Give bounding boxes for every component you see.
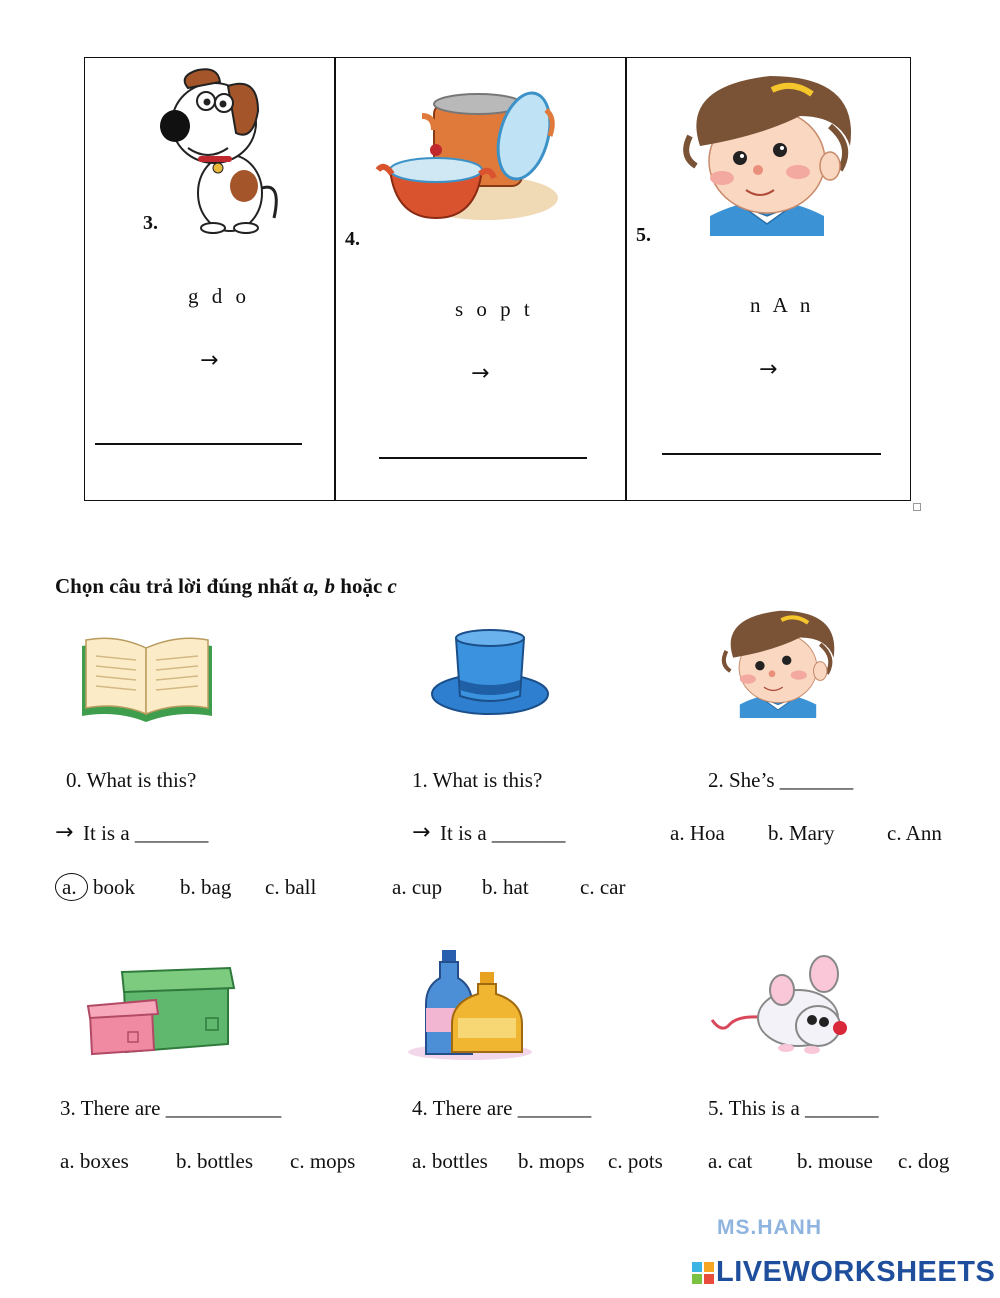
boxes-illustration	[88, 970, 234, 1056]
option-b[interactable]: b. Mary	[768, 821, 835, 845]
option-b[interactable]: b. bottles	[176, 1149, 253, 1173]
item-number: 3.	[143, 212, 158, 234]
option-b[interactable]: b. hat	[482, 875, 529, 899]
option-b[interactable]: b. bag	[180, 875, 232, 899]
item-number: 4.	[345, 228, 360, 250]
option-b[interactable]: b. mouse	[797, 1149, 873, 1173]
pots-illustration	[376, 86, 558, 224]
option-a-text[interactable]: book	[93, 875, 135, 899]
answer-prompt[interactable]: It is a _______	[83, 821, 209, 845]
bottles-illustration	[406, 948, 534, 1060]
heading-text: Chọn câu trả lời đúng nhất	[55, 574, 304, 598]
scrambled-letters: s o p t	[455, 297, 534, 321]
scrambled-letters: n A n	[750, 293, 815, 317]
mouse-illustration	[712, 956, 854, 1058]
option-a[interactable]: a. cup	[392, 875, 443, 899]
question-text: 3. There are ___________	[60, 1096, 282, 1120]
heading-option-c: c	[387, 574, 397, 598]
option-a[interactable]: a. Hoa	[670, 821, 725, 845]
answer-blank[interactable]	[95, 443, 302, 445]
option-a[interactable]: a. bottles	[412, 1149, 488, 1173]
arrow-icon: →	[759, 357, 778, 382]
hat-illustration	[430, 626, 550, 716]
option-a[interactable]: a. boxes	[60, 1149, 129, 1173]
table-divider	[334, 57, 336, 501]
heading-text-or: hoặc	[335, 574, 388, 598]
question-text: 5. This is a _______	[708, 1096, 879, 1120]
liveworksheets-logo-icon	[692, 1262, 714, 1284]
arrow-icon: →	[412, 820, 431, 845]
option-c[interactable]: c. car	[580, 875, 626, 899]
scrambled-letters: g d o	[188, 284, 250, 308]
arrow-icon: →	[471, 361, 490, 386]
option-b[interactable]: b. mops	[518, 1149, 585, 1173]
option-a[interactable]: a. cat	[708, 1149, 753, 1173]
answer-blank[interactable]	[379, 457, 587, 459]
question-text: 4. There are _______	[412, 1096, 592, 1120]
option-c[interactable]: c. mops	[290, 1149, 356, 1173]
question-text: 0. What is this?	[66, 768, 197, 792]
arrow-icon: →	[55, 820, 74, 845]
dog-illustration	[158, 68, 283, 234]
option-c[interactable]: c. ball	[265, 875, 317, 899]
question-text: 1. What is this?	[412, 768, 543, 792]
question-text: 2. She’s _______	[708, 768, 854, 792]
table-divider	[625, 57, 627, 501]
option-c[interactable]: c. Ann	[887, 821, 942, 845]
item-number: 5.	[636, 224, 651, 246]
arrow-icon: →	[200, 348, 219, 373]
section-heading	[55, 574, 397, 599]
option-c[interactable]: c. pots	[608, 1149, 663, 1173]
option-c[interactable]: c. dog	[898, 1149, 950, 1173]
author-watermark: MS.HANH	[717, 1216, 822, 1239]
brand-watermark[interactable]: LIVEWORKSHEETS	[716, 1256, 996, 1288]
book-illustration	[80, 634, 214, 720]
girl-illustration	[670, 66, 864, 236]
heading-options-ab: a, b	[303, 574, 336, 598]
table-resize-handle[interactable]	[913, 503, 921, 511]
option-a[interactable]: a.	[62, 875, 77, 899]
girl-illustration	[713, 604, 843, 718]
answer-prompt[interactable]: It is a _______	[440, 821, 566, 845]
answer-blank[interactable]	[662, 453, 881, 455]
